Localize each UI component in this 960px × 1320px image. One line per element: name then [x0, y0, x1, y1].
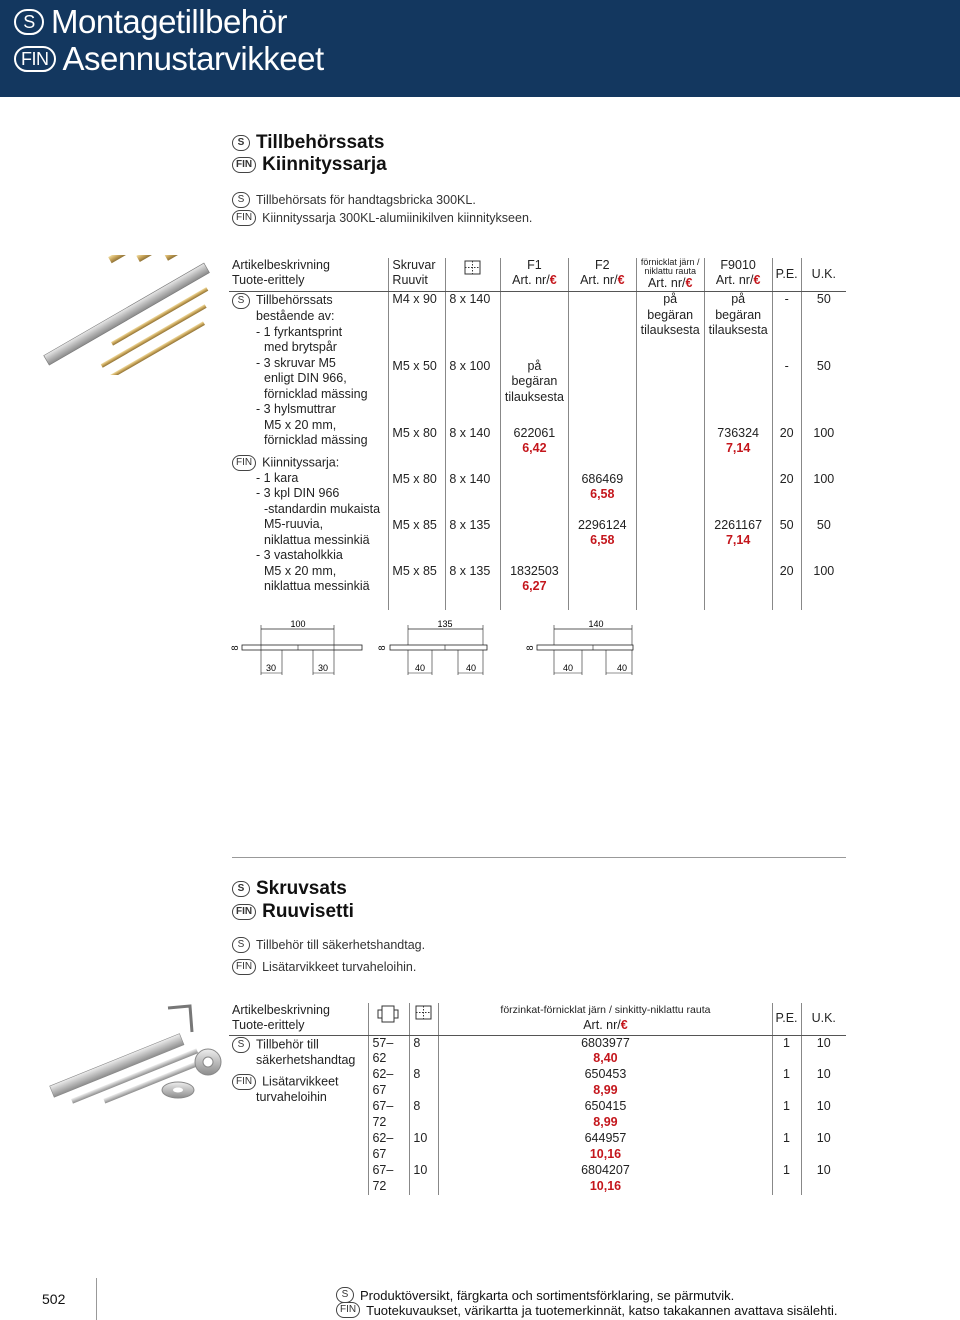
section1-desc-s — [232, 192, 476, 208]
page-header — [0, 0, 960, 97]
nickel-cell — [636, 564, 704, 610]
col-header-pe: P.E. — [772, 1003, 801, 1035]
uk-cell — [801, 292, 846, 359]
col-header-f9010 — [704, 258, 772, 292]
dimension-icon — [464, 258, 482, 276]
col-header-finish — [439, 1003, 772, 1035]
f1-cell — [500, 359, 568, 426]
header-f9010-text: F9010 — [720, 258, 756, 272]
price: 10,16 — [589, 1146, 622, 1161]
screw-cell — [389, 292, 446, 359]
f9010-price: 7,14 — [725, 533, 751, 548]
pe-value: 1 — [783, 1099, 790, 1113]
desc-line: bestående av: — [256, 309, 335, 323]
header-title-fin-text: Asennustarvikkeet — [62, 40, 324, 77]
uk-cell — [801, 472, 846, 518]
desc-line: -standardin mukaista — [264, 501, 381, 516]
pin-dimension: 8 x 100 — [449, 358, 491, 373]
article-cell — [439, 1099, 772, 1131]
screw-cell — [389, 518, 446, 564]
col-header-description — [229, 1003, 369, 1035]
f1-note: tilauksesta — [504, 389, 564, 404]
article-number: 650453 — [584, 1067, 627, 1081]
section2-title-s-text: Skruvsats — [256, 878, 347, 899]
section2-desc-s — [232, 937, 425, 953]
header-artnr: Art. nr/ — [715, 273, 754, 287]
col-header-screws — [389, 258, 446, 292]
f9010-art: 736324 — [717, 425, 760, 440]
door-thickness-range: 57–62 — [372, 1035, 394, 1065]
section1-title-s-text: Tillbehörssats — [256, 132, 385, 153]
lang-badge-s: S — [232, 881, 250, 897]
f9010-cell — [704, 359, 772, 426]
uk-cell — [801, 1099, 846, 1131]
price: 10,16 — [589, 1178, 622, 1193]
f1-price: 6,42 — [522, 441, 547, 456]
desc-line: - 3 vastaholkkia — [256, 548, 343, 562]
pe-value: - — [784, 292, 789, 306]
drawing3-height: 8 — [525, 645, 535, 651]
fitting-set-image — [40, 255, 225, 375]
header-desc-s: Artikelbeskrivning — [232, 258, 330, 272]
square-size: 10 — [413, 1163, 428, 1177]
drawing2-seg-a: 40 — [414, 663, 426, 673]
header-artnr: Art. nr/ — [580, 273, 618, 287]
article-number: 644957 — [584, 1131, 627, 1145]
uk-value: 10 — [816, 1163, 831, 1177]
pe-cell — [772, 1035, 801, 1067]
uk-cell — [801, 359, 846, 426]
pin-dimension: 8 x 135 — [449, 517, 491, 532]
pin-dimension: 8 x 135 — [449, 563, 491, 578]
range-cell — [369, 1099, 410, 1131]
desc-line: - 3 skruvar M5 — [256, 355, 336, 370]
col-header-pe: P.E. — [772, 258, 801, 292]
section1-desc-fin — [232, 210, 532, 226]
f9010-cell — [704, 518, 772, 564]
f2-art: 686469 — [581, 471, 624, 486]
page-number: 502 — [42, 1291, 66, 1307]
desc-line: - 1 fyrkantsprint — [256, 324, 343, 339]
header-artnr: Art. nr/ — [583, 1018, 621, 1032]
f2-cell — [568, 472, 636, 518]
lang-badge-s: S — [232, 293, 250, 309]
pe-cell — [772, 1067, 801, 1099]
desc-line: niklattua messinkiä — [264, 579, 370, 593]
uk-value: 100 — [813, 563, 835, 578]
square-size: 8 — [413, 1067, 421, 1081]
f2-art: 2296124 — [577, 517, 627, 532]
pe-value: 1 — [783, 1131, 790, 1145]
uk-value: 10 — [816, 1131, 831, 1145]
uk-cell — [801, 1035, 846, 1067]
section1-description — [229, 292, 389, 610]
door-thickness-range: 67–72 — [372, 1099, 394, 1129]
desc-line: - 3 kpl DIN 966 — [256, 486, 340, 500]
desc-line: M5-ruuvia, — [264, 517, 324, 531]
f1-art: på begäran — [511, 358, 558, 389]
header-f1-text: F1 — [527, 258, 542, 272]
screw-size: M5 x 80 — [392, 471, 437, 486]
desc-line: säkerhetshandtag — [256, 1052, 356, 1067]
section1-desc-s-text: Tillbehörsats för handtagsbricka 300KL. — [256, 193, 476, 207]
pe-cell — [772, 292, 801, 359]
uk-value: 100 — [813, 425, 835, 440]
desc-fin-title — [232, 455, 385, 471]
article-cell — [439, 1035, 772, 1067]
desc-line: Lisätarvikkeet — [262, 1074, 339, 1089]
article-number: 6803977 — [581, 1035, 630, 1050]
pe-value: 20 — [779, 471, 794, 486]
pin-dimension: 8 x 140 — [449, 471, 491, 486]
pe-cell — [772, 518, 801, 564]
drawing3-seg-a: 40 — [562, 663, 574, 673]
f1-art: 1832503 — [510, 563, 559, 578]
screw-size: M5 x 85 — [392, 517, 437, 532]
f9010-cell — [704, 426, 772, 472]
uk-value: 10 — [816, 1099, 831, 1113]
pe-value: 20 — [779, 425, 794, 440]
article-number: 6804207 — [581, 1163, 630, 1177]
screw-cell — [389, 426, 446, 472]
pin-dimension: 8 x 140 — [449, 292, 491, 306]
lang-badge-s: S — [232, 135, 250, 151]
lang-badge-fin: FIN — [232, 455, 256, 471]
lang-badge-s: S — [232, 937, 250, 953]
f2-cell — [568, 426, 636, 472]
drawing-3 — [525, 619, 633, 675]
header-screws-fin: Ruuvit — [392, 273, 428, 287]
col-header-description — [229, 258, 389, 292]
euro-symbol: € — [685, 276, 693, 290]
lang-badge-fin: FIN — [232, 210, 256, 226]
dimension-cell — [446, 359, 501, 426]
pe-cell — [772, 1163, 801, 1195]
f1-price: 6,27 — [522, 579, 547, 594]
pe-cell — [772, 564, 801, 610]
f9010-art: 2261167 — [714, 517, 763, 532]
size-cell — [410, 1163, 439, 1195]
article-cell — [439, 1067, 772, 1099]
f2-price: 6,58 — [590, 533, 615, 548]
door-thickness-range: 62–67 — [372, 1131, 394, 1161]
dimension-cell — [446, 426, 501, 472]
col-header-door-thickness — [369, 1003, 410, 1035]
uk-cell — [801, 518, 846, 564]
desc-line: M5 x 20 mm, — [264, 563, 337, 578]
section2-desc-s-text: Tillbehör till säkerhetshandtag. — [256, 938, 426, 952]
door-thickness-range: 67–72 — [372, 1163, 394, 1193]
f9010-note: tilauksesta — [708, 323, 768, 337]
range-cell — [369, 1067, 410, 1099]
footer-note-s-text: Produktöversikt, färgkarta och sortimentsförklaring, se pärmutvik. — [360, 1287, 735, 1303]
header-desc-s: Artikelbeskrivning — [232, 1003, 330, 1017]
desc-line: förnicklad mässing — [264, 386, 368, 401]
drawing-2 — [377, 619, 487, 675]
pe-value: 1 — [783, 1035, 790, 1050]
f2-price: 6,58 — [590, 487, 615, 502]
header-f2-text: F2 — [595, 258, 610, 272]
door-thickness-icon — [376, 1003, 402, 1025]
f9010-cell — [704, 564, 772, 610]
section2-description — [229, 1035, 369, 1195]
f1-cell — [500, 564, 568, 610]
table-row — [229, 292, 846, 359]
screw-size: M5 x 50 — [392, 358, 437, 373]
uk-cell — [801, 1163, 846, 1195]
screw-cell — [389, 359, 446, 426]
footer-note-fin-text: Tuotekuvaukset, värikartta ja tuotemerkinnät, katso takakannen avattava sisälehti. — [366, 1302, 838, 1318]
lang-badge-fin: FIN — [232, 1074, 256, 1090]
uk-cell — [801, 564, 846, 610]
size-cell — [410, 1099, 439, 1131]
pe-cell — [772, 359, 801, 426]
desc-fin-line1 — [232, 1074, 365, 1090]
desc-line: Tillbehör till — [256, 1036, 319, 1051]
range-cell — [369, 1163, 410, 1195]
nickel-cell — [636, 426, 704, 472]
f2-cell — [568, 564, 636, 610]
range-cell — [369, 1035, 410, 1067]
f2-cell — [568, 292, 636, 359]
header-screws-s: Skruvar — [392, 258, 436, 272]
drawing3-total: 140 — [588, 619, 604, 629]
screw-size: M5 x 85 — [392, 563, 437, 578]
lang-badge-s: S — [232, 192, 250, 208]
dimension-drawings — [225, 615, 675, 685]
desc-line: niklattua messinkiä — [264, 532, 370, 547]
f9010-cell — [704, 292, 772, 359]
col-header-dimension — [446, 258, 501, 292]
article-number: 650415 — [584, 1099, 627, 1113]
screw-cell — [389, 472, 446, 518]
desc-s-title-text: Tillbehörssats — [256, 293, 333, 308]
col-header-square-size — [410, 1003, 439, 1035]
section1-desc-fin-text: Kiinnityssarja 300KL-alumiinikilven kiinnitykseen. — [262, 211, 533, 225]
price: 8,40 — [593, 1051, 618, 1065]
pe-value: 20 — [779, 563, 794, 578]
screw-size: M5 x 80 — [392, 425, 437, 440]
desc-line: med brytspår — [264, 340, 337, 354]
pe-value: - — [784, 358, 789, 373]
f1-cell — [500, 472, 568, 518]
desc-line: - 1 kara — [256, 470, 299, 485]
header-artnr: Art. nr/ — [647, 276, 686, 290]
section2-title-fin — [232, 901, 354, 923]
col-header-f2 — [568, 258, 636, 292]
header-finish-text: förzinkat-förnicklat järn / sinkitty-niklattu rauta — [500, 1004, 711, 1016]
lang-badge-fin: FIN — [232, 157, 256, 173]
header-nickel-s: förnicklat järn / — [640, 257, 700, 267]
drawing2-seg-b: 40 — [465, 663, 477, 673]
pe-value: 1 — [783, 1163, 790, 1177]
drawing-1 — [230, 619, 362, 675]
pe-cell — [772, 1131, 801, 1163]
header-desc-fin: Tuote-erittely — [232, 1018, 305, 1032]
dimension-cell — [446, 292, 501, 359]
article-cell — [439, 1131, 772, 1163]
table-row — [229, 1035, 846, 1067]
col-header-uk: U.K. — [801, 258, 846, 292]
f2-cell — [568, 359, 636, 426]
drawing1-total: 100 — [290, 619, 306, 629]
desc-s-line1 — [232, 1037, 365, 1053]
square-size-icon — [415, 1003, 433, 1021]
f1-cell — [500, 292, 568, 359]
uk-value: 50 — [816, 517, 831, 532]
nickel-cell — [636, 472, 704, 518]
pin-dimension: 8 x 140 — [449, 425, 491, 440]
desc-line: - 3 hylsmuttrar — [256, 402, 336, 416]
section2-spec-table — [229, 1003, 846, 1195]
uk-cell — [801, 1067, 846, 1099]
f9010-art: på begäran — [715, 292, 762, 322]
size-cell — [410, 1067, 439, 1099]
header-nickel-fin: niklattu rauta — [644, 266, 696, 276]
lang-badge-s: S — [14, 9, 44, 35]
uk-value: 50 — [816, 292, 831, 306]
footer-note-s — [336, 1287, 734, 1303]
lang-badge-fin: FIN — [336, 1302, 360, 1318]
screw-size: M4 x 90 — [392, 292, 437, 306]
pe-cell — [772, 472, 801, 518]
footer-divider — [96, 1278, 97, 1320]
square-size: 8 — [413, 1099, 421, 1113]
f9010-cell — [704, 472, 772, 518]
uk-value: 10 — [816, 1067, 831, 1081]
lang-badge-fin: FIN — [14, 46, 56, 72]
article-cell — [439, 1163, 772, 1195]
footer-note-fin — [336, 1302, 838, 1318]
euro-symbol: € — [549, 273, 557, 287]
uk-value: 50 — [816, 358, 831, 373]
dimension-cell — [446, 564, 501, 610]
header-title-s — [14, 3, 287, 41]
lang-badge-s: S — [232, 1037, 250, 1053]
dimension-cell — [446, 518, 501, 564]
drawing1-height: 8 — [230, 645, 240, 651]
euro-symbol: € — [753, 273, 761, 287]
col-header-uk: U.K. — [801, 1003, 846, 1035]
drawing1-seg-a: 30 — [265, 663, 277, 673]
euro-symbol: € — [620, 1018, 628, 1032]
f1-cell — [500, 426, 568, 472]
desc-line: M5 x 20 mm, — [264, 417, 337, 432]
section2-title-fin-text: Ruuvisetti — [262, 901, 354, 922]
section1-title-fin-text: Kiinnityssarja — [262, 154, 387, 175]
f2-cell — [568, 518, 636, 564]
drawing3-seg-b: 40 — [616, 663, 628, 673]
header-artnr: Art. nr/ — [512, 273, 550, 287]
section-separator — [232, 857, 846, 858]
door-thickness-range: 62–67 — [372, 1067, 394, 1097]
nickel-cell — [636, 359, 704, 426]
nickel-art: på begäran — [647, 292, 694, 322]
section2-title-s — [232, 878, 347, 900]
screw-set-image — [40, 1002, 230, 1112]
f1-cell — [500, 518, 568, 564]
uk-value: 100 — [813, 471, 835, 486]
lang-badge-s: S — [336, 1287, 354, 1303]
uk-cell — [801, 426, 846, 472]
header-title-s-text: Montagetillbehör — [51, 3, 287, 40]
section1-title-fin — [232, 154, 387, 176]
uk-value: 10 — [816, 1035, 831, 1050]
desc-fin-title-text: Kiinnityssarja: — [262, 454, 340, 469]
pe-cell — [772, 426, 801, 472]
nickel-cell — [636, 518, 704, 564]
nickel-note: tilauksesta — [640, 323, 700, 337]
price: 8,99 — [593, 1082, 618, 1097]
dimension-cell — [446, 472, 501, 518]
size-cell — [410, 1035, 439, 1067]
drawing2-height: 8 — [377, 645, 387, 651]
section2-desc-fin — [232, 959, 416, 975]
euro-symbol: € — [617, 273, 625, 287]
pe-value: 50 — [779, 517, 794, 532]
square-size: 10 — [413, 1131, 428, 1145]
price: 8,99 — [593, 1114, 618, 1129]
desc-line: turvaheloihin — [256, 1090, 327, 1104]
section1-title-s — [232, 132, 384, 154]
pe-value: 1 — [783, 1067, 790, 1081]
square-size: 8 — [413, 1035, 421, 1050]
lang-badge-fin: FIN — [232, 959, 256, 975]
col-header-nickel — [636, 258, 704, 292]
f9010-price: 7,14 — [725, 441, 751, 456]
desc-s-title — [232, 293, 333, 307]
section1-spec-table — [229, 258, 846, 610]
drawing1-seg-b: 30 — [317, 663, 329, 673]
uk-cell — [801, 1131, 846, 1163]
screw-cell — [389, 564, 446, 610]
header-title-fin — [14, 40, 324, 78]
desc-line: enligt DIN 966, — [264, 371, 347, 385]
section2-desc-fin-text: Lisätarvikkeet turvaheloihin. — [262, 960, 417, 974]
col-header-f1 — [500, 258, 568, 292]
nickel-cell — [636, 292, 704, 359]
lang-badge-fin: FIN — [232, 904, 256, 920]
drawing2-total: 135 — [437, 619, 453, 629]
size-cell — [410, 1131, 439, 1163]
range-cell — [369, 1131, 410, 1163]
desc-line: förnicklad mässing — [264, 433, 368, 447]
f1-art: 622061 — [513, 425, 556, 440]
header-desc-fin: Tuote-erittely — [232, 273, 305, 287]
pe-cell — [772, 1099, 801, 1131]
